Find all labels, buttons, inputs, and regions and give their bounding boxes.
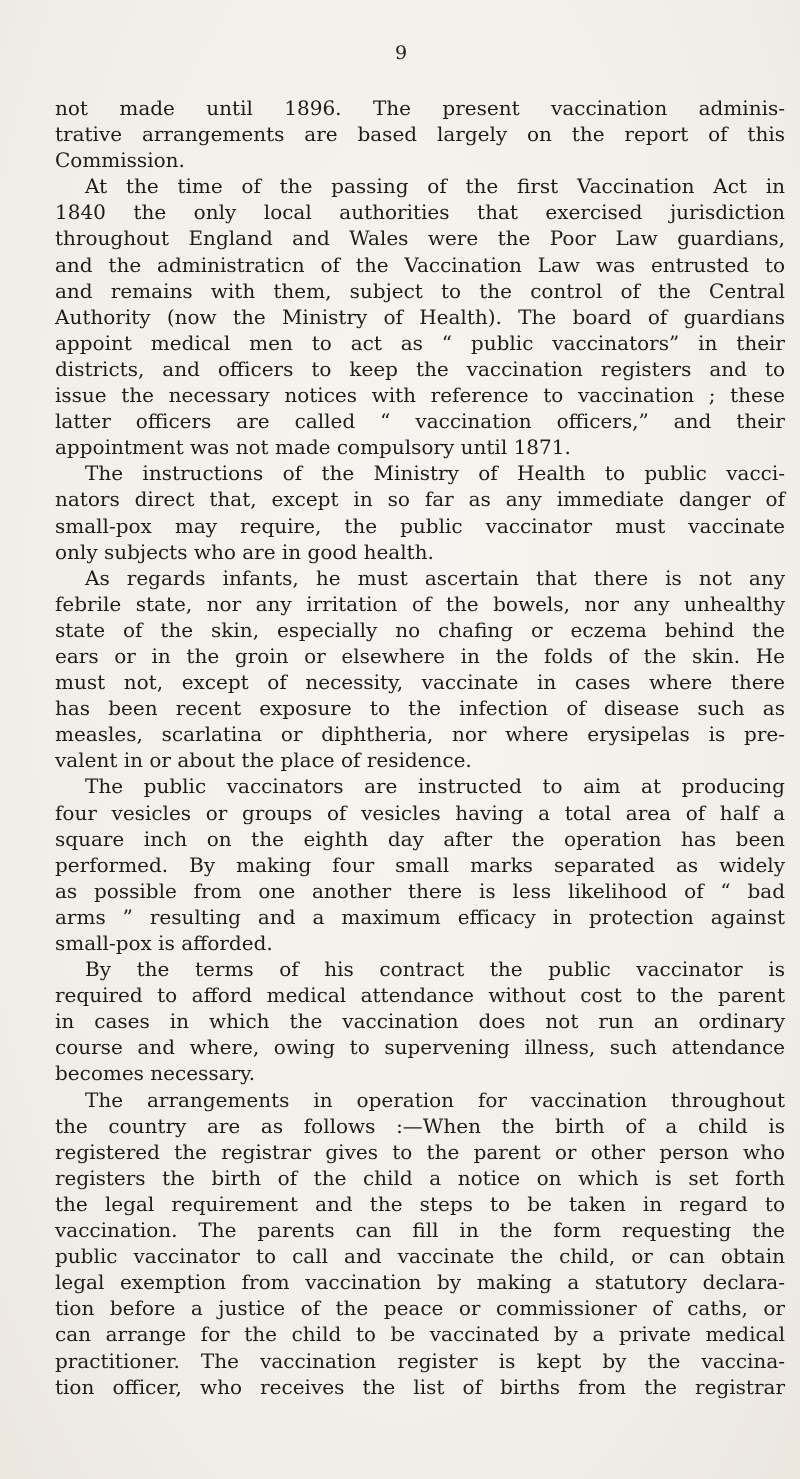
- text-line: tion officer, who receives the list of births from the registrar: [55, 1374, 785, 1399]
- text-line: in cases in which the vaccination does not run an ordinary: [55, 1009, 785, 1034]
- text-line: as possible from one another there is less likelihood of “ bad: [55, 878, 785, 903]
- text-line: appoint medical men to act as “ public vaccinators” in their: [55, 330, 785, 355]
- text-line: not made until 1896. The present vaccination adminis-: [55, 96, 785, 120]
- text-line: square inch on the eighth day after the operation has been: [55, 826, 785, 851]
- text-line: The instructions of the Ministry of Health to public vacci-: [85, 461, 785, 486]
- text-line: small-pox is afforded.: [55, 931, 273, 955]
- text-line: valent in or about the place of residence.: [55, 748, 472, 773]
- text-line: has been recent exposure to the infection of disease such as: [55, 696, 785, 721]
- text-line: latter officers are called “ vaccination officers,” and their: [55, 409, 785, 434]
- text-line: The arrangements in operation for vaccination throughout: [85, 1087, 785, 1112]
- text-line: issue the necessary notices with reference to vaccination ; these: [55, 383, 785, 408]
- text-line: and the administraticn of the Vaccination Law was entrusted to: [55, 252, 785, 277]
- text-line: tion before a justice of the peace or commissioner of caths, or: [55, 1296, 785, 1321]
- text-line: registers the birth of the child a notice on which is set forth: [55, 1165, 785, 1190]
- text-line: nators direct that, except in so far as any immediate danger of: [55, 487, 785, 512]
- text-line: The public vaccinators are instructed to aim at producing: [85, 774, 785, 799]
- text-line: must not, except of necessity, vaccinate in cases where there: [55, 670, 785, 695]
- text-line: As regards infants, he must ascertain that there is not any: [85, 565, 785, 590]
- text-line: public vaccinator to call and vaccinate the child, or can obtain: [55, 1244, 785, 1269]
- text-line: becomes necessary.: [55, 1061, 256, 1086]
- text-line: the legal requirement and the steps to be taken in regard to: [55, 1191, 785, 1216]
- text-line: ears or in the groin or elsewhere in the folds of the skin. He: [55, 643, 785, 668]
- text-line: vaccination. The parents can fill in the form requesting the: [55, 1218, 785, 1243]
- text-line: registered the registrar gives to the parent or other person who: [55, 1139, 785, 1164]
- text-line: By the terms of his contract the public vaccinator is: [85, 957, 785, 982]
- text-line: can arrange for the child to be vaccinated by a private medical: [55, 1322, 785, 1347]
- text-line: At the time of the passing of the first Vaccination Act in: [85, 174, 785, 199]
- text-line: trative arrangements are based largely on the report of this: [55, 122, 785, 147]
- text-line: 1840 the only local authorities that exercised jurisdiction: [55, 200, 785, 225]
- text-line: required to afford medical attendance without cost to the parent: [55, 983, 785, 1008]
- text-line: the country are as follows :—When the birth of a child is: [55, 1113, 785, 1138]
- text-line: only subjects who are in good health.: [55, 539, 434, 564]
- text-line: practitioner. The vaccination register is kept by the vaccina-: [55, 1348, 785, 1373]
- text-line: districts, and officers to keep the vaccination registers and to: [55, 356, 785, 381]
- text-line: measles, scarlatina or diphtheria, nor where erysipelas is pre-: [55, 722, 785, 747]
- text-line: Authority (now the Ministry of Health). The board of guardians: [55, 304, 785, 329]
- text-line: legal exemption from vaccination by making a statutory declara-: [55, 1270, 785, 1295]
- text-line: four vesicles or groups of vesicles having a total area of half a: [55, 800, 785, 825]
- text-line: febrile state, nor any irritation of the bowels, nor any unhealthy: [55, 591, 785, 616]
- text-line: Commission.: [55, 148, 185, 173]
- text-line: and remains with them, subject to the control of the Central: [55, 278, 785, 303]
- text-line: throughout England and Wales were the Poor Law guardians,: [55, 226, 785, 251]
- page-number: 9: [395, 42, 408, 64]
- body-text: [55, 95, 785, 1400]
- text-line: arms ” resulting and a maximum efficacy in protection against: [55, 904, 785, 929]
- text-line: course and where, owing to supervening illness, such attendance: [55, 1035, 785, 1060]
- text-line: state of the skin, especially no chafing or eczema behind the: [55, 617, 785, 642]
- text-line: small-pox may require, the public vaccinator must vaccinate: [55, 513, 785, 538]
- text-line: performed. By making four small marks separated as widely: [55, 852, 785, 877]
- text-line: appointment was not made compulsory until 1871.: [55, 435, 571, 460]
